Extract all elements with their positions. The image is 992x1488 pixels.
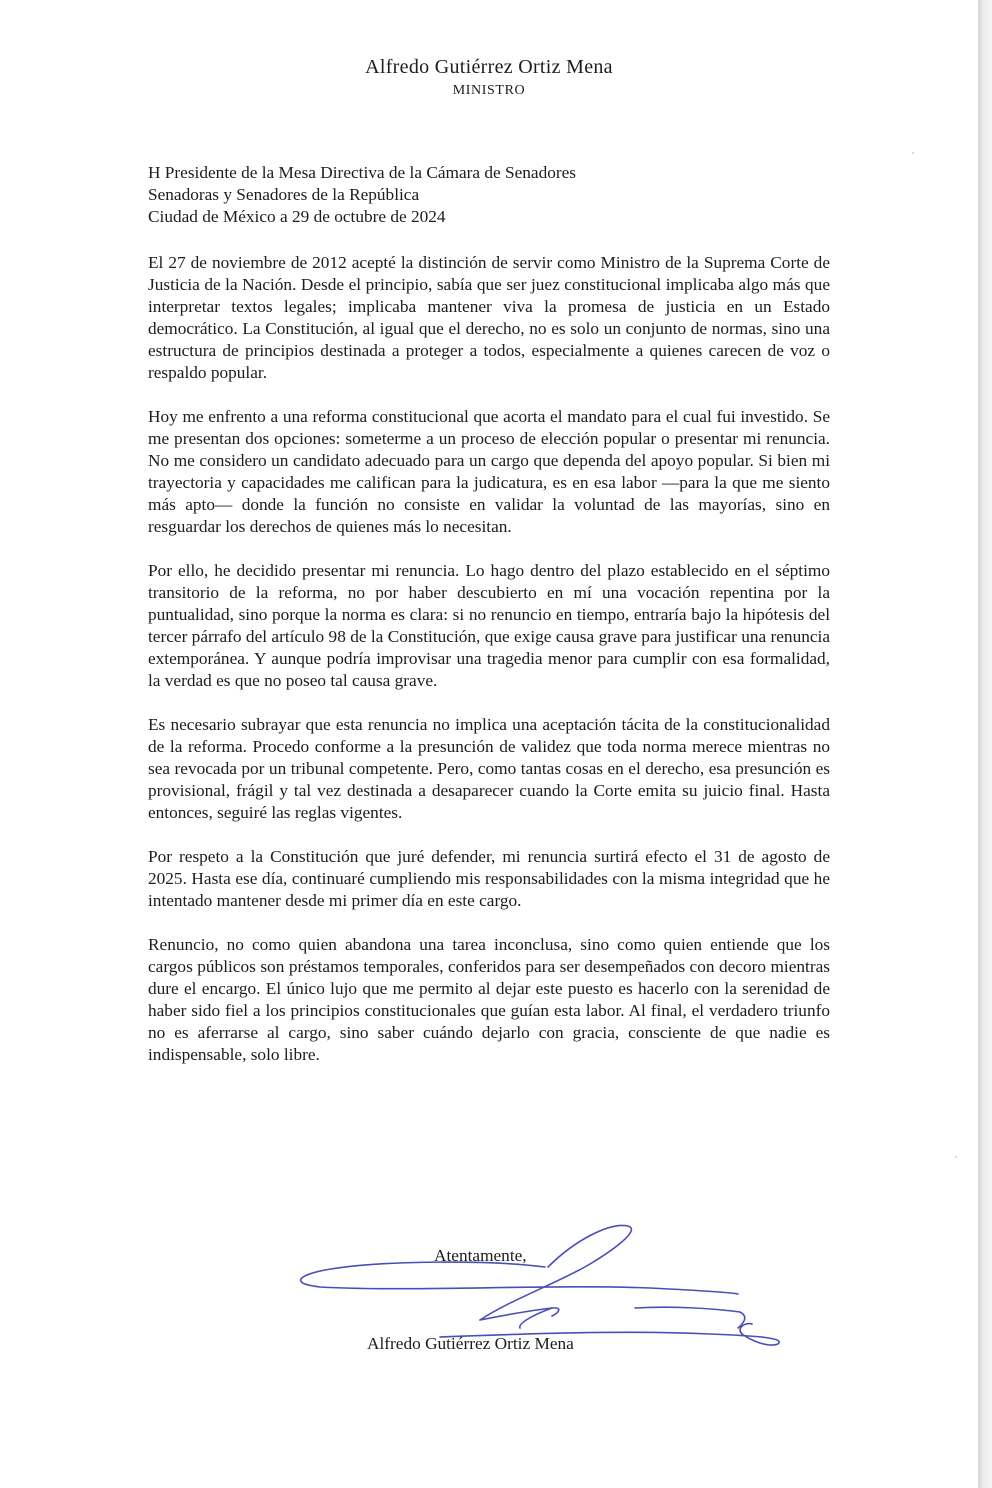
- body-paragraph: Es necesario subrayar que esta renuncia no implica una aceptación tácita de la constitucionalidad de la reforma. Procedo conforme a la presunción de validez que toda norma merece mientras no sea revocada por un tribunal competente. Pero, como tantas cosas en el derecho, esa presunción es provisional, frágil y tal vez destinada a desaparecer cuando la Corte emita su juicio final. Hasta entonces, seguiré las reglas vigentes.: [148, 715, 830, 822]
- addressee-line: Senadoras y Senadores de la República: [148, 185, 420, 204]
- body-paragraph: El 27 de noviembre de 2012 acepté la distinción de servir como Ministro de la Suprema Corte de Justicia de la Nación. Desde el principio, sabía que ser juez constitucional implicaba algo más que interpretar textos legales; implicaba mantener viva la promesa de justicia en un Estado democrático. La Constitución, al igual que el derecho, no es solo un conjunto de normas, sino una estructura de principios destinada a proteger a todos, especialmente a quienes carecen de voz o respaldo popular.: [148, 253, 830, 382]
- page-edge-shadow: [978, 0, 992, 1488]
- paper-speck: [955, 1156, 957, 1158]
- body-paragraph: Por respeto a la Constitución que juré defender, mi renuncia surtirá efecto el 31 de agosto de 2025. Hasta ese día, continuaré cumpliendo mis responsabilidades con la misma integridad que he intentado mantener desde mi primer día en este cargo.: [148, 847, 830, 910]
- signer-name: Alfredo Gutiérrez Ortiz Mena: [367, 1334, 574, 1353]
- letterhead-title: MINISTRO: [452, 83, 526, 98]
- body-paragraph: Por ello, he decidido presentar mi renuncia. Lo hago dentro del plazo establecido en el séptimo transitorio de la reforma, no por haber descubierto en mí una vocación repentina por la puntualidad, sino porque la norma es clara: si no renuncio en tiempo, entraría bajo la hipótesis del tercer párrafo del artículo 98 de la Constitución, que exige causa grave para justificar una renuncia extemporánea. Y aunque podría improvisar una tragedia menor para cumplir con esa formalidad, la verdad es que no poseo tal causa grave.: [148, 561, 830, 690]
- date-line: Ciudad de México a 29 de octubre de 2024: [148, 207, 446, 226]
- letter-body: [148, 252, 830, 1088]
- addressee-line: H Presidente de la Mesa Directiva de la Cámara de Senadores: [148, 163, 577, 182]
- addressee-block: [148, 162, 848, 228]
- body-paragraph: Renuncio, no como quien abandona una tarea inconclusa, sino como quien entiende que los cargos públicos son préstamos temporales, conferidos para ser desempeñados con decoro mientras dure el encargo. El único lujo que me permito al dejar este puesto es hacerlo con la serenidad de haber sido fiel a los principios constitucionales que guían esta labor. Al final, el verdadero triunfo no es aferrarse al cargo, sino saber cuándo dejarlo con gracia, consciente de que nadie es indispensable, solo libre.: [148, 935, 830, 1064]
- closing-salutation: Atentamente,: [434, 1246, 527, 1265]
- body-paragraph: Hoy me enfrento a una reforma constitucional que acorta el mandato para el cual fui investido. Se me presentan dos opciones: someterme a un proceso de elección popular o presentar mi renuncia. No me considero un candidato adecuado para un cargo que dependa del apoyo popular. Si bien mi trayectoria y capacidades me califican para la judicatura, es en esa labor —para la que me siento más apto— donde la función no consiste en validar la voluntad de las mayorías, sino en resguardar los derechos de quienes más lo necesitan.: [148, 407, 830, 536]
- letterhead-name: Alfredo Gutiérrez Ortiz Mena: [365, 56, 613, 78]
- paper-speck: [912, 152, 914, 154]
